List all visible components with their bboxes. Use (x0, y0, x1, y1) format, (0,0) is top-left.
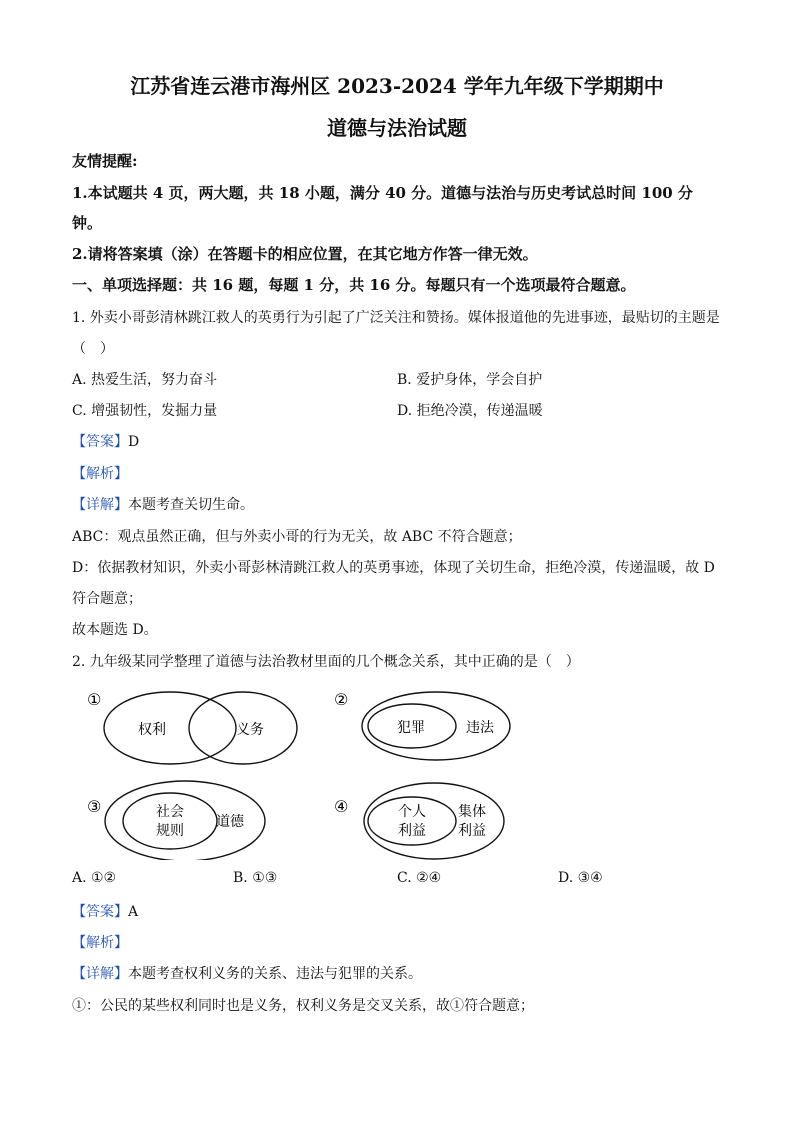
q2-answer (72, 901, 138, 921)
q2-line1: ①：公民的某些权利同时也是义务，权利义务是交叉关系，故①符合题意； (72, 998, 534, 1014)
diagram-2-outer-label: 违法 (466, 720, 494, 736)
q2-answer-label: 【答案】 (72, 904, 128, 920)
diagram-4-inner-label-line2: 利益 (398, 823, 426, 839)
diagram-3 (87, 781, 265, 860)
q2-detail-text: 本题考查权利义务的关系、违法与犯罪的关系。 (128, 966, 422, 982)
q1-option-d: D. 拒绝冷漠，传递温暖 (397, 403, 543, 419)
q2-stem: 2. 九年级某同学整理了道德与法治教材里面的几个概念关系，其中正确的是（ ） (72, 654, 580, 670)
exam-title-line1: 江苏省连云港市海州区 2023-2024 学年九年级下学期期中 (130, 74, 664, 98)
q2-option-c: C. ②④ (397, 870, 442, 886)
notice-item1-line2: 钟。 (72, 214, 103, 232)
diagram-1 (87, 690, 297, 764)
q1-conclusion: 故本题选 D。 (72, 622, 158, 638)
social-rules-inner-ellipse (123, 793, 217, 849)
diagram-4-outer-label-line2: 利益 (458, 823, 486, 839)
q2-analysis (72, 932, 128, 952)
exam-title-line2: 道德与法治试题 (327, 116, 467, 140)
q1-stem-line1: 1. 外卖小哥彭清林跳江救人的英勇行为引起了广泛关注和赞扬。媒体报道他的先进事迹，最贴切的主题是 (72, 310, 720, 326)
q2-detail (72, 963, 422, 983)
q1-line-d2: 符合题意； (72, 591, 142, 607)
q1-answer-value: D (128, 434, 140, 450)
rights-circle (104, 692, 236, 764)
diagram-4-number: ④ (334, 797, 349, 816)
diagram-2 (334, 690, 510, 760)
q1-option-c: C. 增强韧性，发掘力量 (72, 403, 218, 419)
q1-answer-label: 【答案】 (72, 434, 128, 450)
notice-heading: 友情提醒: (72, 152, 138, 170)
q2-detail-label: 【详解】 (72, 966, 128, 982)
q1-line-d1: D：依据教材知识，外卖小哥彭林清跳江救人的英勇事迹，体现了关切生命，拒绝冷漠，传递温暖，故 D (72, 560, 715, 576)
q1-option-a: A. 热爱生活，努力奋斗 (72, 372, 218, 388)
q2-analysis-label: 【解析】 (72, 935, 128, 951)
q2-concept-diagrams (0, 680, 794, 860)
notice-item2: 2.请将答案填（涂）在答题卡的相应位置，在其它地方作答一律无效。 (72, 245, 538, 263)
q1-stem-line2: （ ） (72, 341, 114, 357)
diagram-1-right-label: 义务 (236, 722, 264, 738)
diagram-3-inner-label-line1: 社会 (156, 804, 184, 820)
diagram-1-left-label: 权利 (138, 722, 166, 738)
q1-line-abc: ABC：观点虽然正确，但与外卖小哥的行为无关，故 ABC 不符合题意； (72, 529, 522, 545)
q1-option-b: B. 爱护身体，学会自护 (397, 372, 543, 388)
q1-detail-text: 本题考查关切生命。 (128, 497, 254, 513)
collective-interest-outer-ellipse (364, 783, 504, 859)
diagram-4-outer-label-line1: 集体 (458, 804, 486, 820)
diagram-3-number: ③ (87, 797, 102, 816)
q2-option-a: A. ①② (72, 870, 117, 886)
q1-answer (72, 431, 139, 451)
q2-option-d: D. ③④ (558, 870, 603, 886)
q1-analysis (72, 463, 128, 483)
notice-item1-line1: 1.本试题共 4 页，两大题，共 18 小题，满分 40 分。道德与法治与历史考试总时间 100 分 (72, 184, 693, 202)
diagram-3-outer-label: 道德 (216, 814, 244, 830)
q2-option-b: B. ①③ (233, 870, 278, 886)
diagram-1-number: ① (87, 690, 102, 709)
diagram-4-inner-label-line1: 个人 (398, 804, 426, 820)
diagram-4 (334, 783, 504, 859)
q1-detail (72, 494, 254, 514)
q2-answer-value: A (128, 904, 139, 920)
diagram-3-inner-label-line2: 规则 (156, 823, 184, 839)
diagram-2-inner-label: 犯罪 (397, 720, 425, 736)
diagram-2-number: ② (334, 690, 349, 709)
q1-analysis-label: 【解析】 (72, 466, 128, 482)
q1-detail-label: 【详解】 (72, 497, 128, 513)
section1-heading: 一、单项选择题：共 16 题，每题 1 分，共 16 分。每题只有一个选项最符合题意。 (72, 276, 636, 294)
